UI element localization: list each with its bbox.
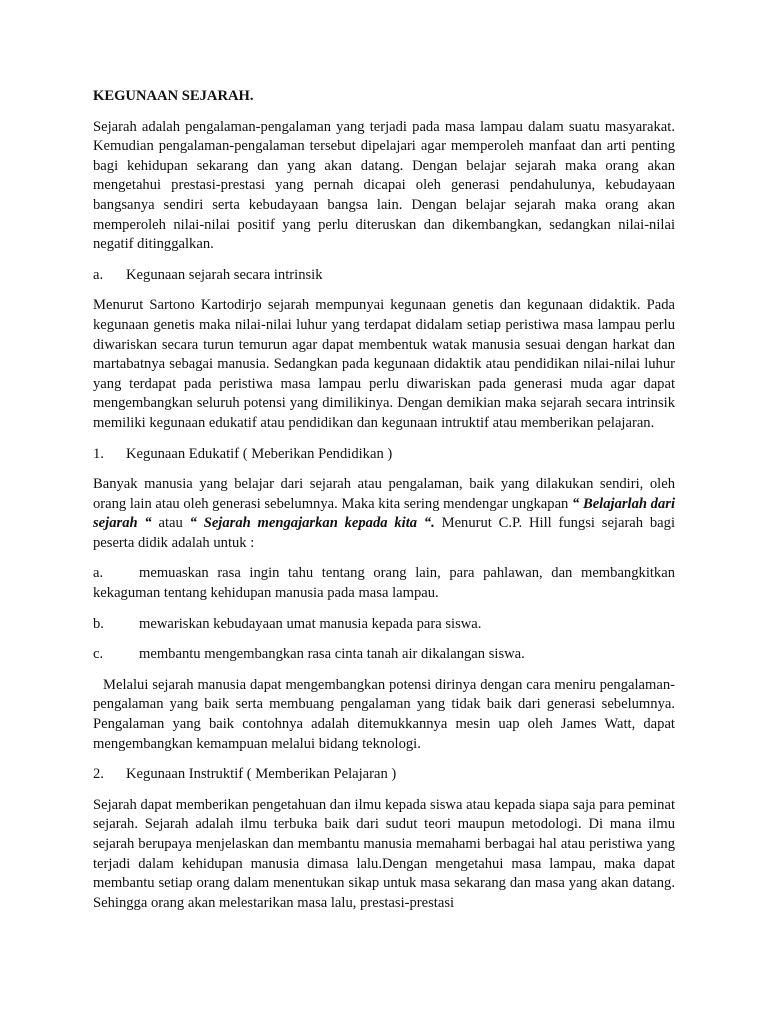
quote-belajarlah: “ Belajarlah dari sejarah “ bbox=[93, 495, 676, 532]
quote-mengajarkan: “ Sejarah mengajarkan kepada kita “. bbox=[189, 515, 435, 532]
educative-text-before: Banyak manusia yang belajar dari sejarah atau pengalaman, baik yang dilakukan sendiri, oleh orang lain atau oleh generasi sebelumnya. Maka kita sering mendengar ungkapan bbox=[93, 476, 675, 512]
section-2-heading bbox=[93, 765, 675, 785]
list-item-c bbox=[93, 645, 675, 665]
list-item-b bbox=[93, 615, 675, 635]
section-a-marker: a. bbox=[93, 266, 104, 283]
list-item-a-text: memuaskan rasa ingin tahu tentang orang lain, para pahlawan, dan membangkitkan kekaguman tentang kehidupan manusia pada masa lampau. bbox=[93, 565, 675, 602]
educative-text-after: Menurut C.P. Hill fungsi sejarah bagi peserta didik adalah untuk : bbox=[93, 515, 676, 551]
section-1-text: Kegunaan Edukatif ( Meberikan Pendidikan ) bbox=[126, 445, 393, 462]
educative-text-middle: atau bbox=[151, 515, 190, 532]
document-title: KEGUNAAN SEJARAH. bbox=[93, 88, 254, 104]
instructive-paragraph: Sejarah dapat memberikan pengetahuan dan ilmu kepada siswa atau kepada siapa saja para peminat sejarah. Sejarah adalah ilmu terbuka baik dari sudut teori maupun metodologi. Di mana ilmu sejarah berupaya menjelaskan dan membantu manusia memahami berbagai hal atau peristiwa yang terjadi dalam kehidupan manusia dimasa lalu.Dengan mengetahui masa lampau, maka dapat membantu setiap orang dalam menentukan sikap untuk masa sekarang dan masa yang akan datang. Sehingga orang akan melestarikan masa lalu, prestasi-prestasi bbox=[93, 796, 675, 911]
list-item-a bbox=[93, 564, 675, 603]
list-item-c-marker: c. bbox=[93, 646, 104, 663]
section-a-text: Kegunaan sejarah secara intrinsik bbox=[126, 266, 323, 283]
list-item-b-marker: b. bbox=[93, 615, 104, 632]
section-2-text: Kegunaan Instruktif ( Memberikan Pelajaran ) bbox=[126, 766, 397, 783]
section-2-marker: 2. bbox=[93, 766, 104, 783]
document-page bbox=[93, 87, 675, 924]
intrinsic-paragraph: Menurut Sartono Kartodirjo sejarah mempunyai kegunaan genetis dan kegunaan didaktik. Pada kegunaan genetis maka nilai-nilai luhur yang terdapat didalam setiap peristiwa masa lampau perlu diwariskan secara turun temurun agar dapat membentuk watak manusia sesuai dengan harkat dan martabatnya sebagai manusia. Sedangkan pada kegunaan didaktik atau pendidikan nilai-nilai luhur yang terdapat pada peristiwa masa lampau perlu diwariskan pada generasi muda agar dapat mengembangkan seluruh potensi yang dimilikinya. Dengan demikian maka sejarah secara intrinsik memiliki kegunaan edukatif atau pendidikan dan kegunaan intruktif atau memberikan pelajaran. bbox=[93, 297, 675, 431]
list-item-c-text: membantu mengembangkan rasa cinta tanah air dikalangan siswa. bbox=[139, 646, 525, 663]
educative-paragraph bbox=[93, 475, 675, 553]
section-1-marker: 1. bbox=[93, 445, 104, 462]
list-item-a-marker: a. bbox=[93, 565, 104, 582]
potential-paragraph: Melalui sejarah manusia dapat mengembangkan potensi dirinya dengan cara meniru pengalaman-pengalaman yang baik serta membuang pengalaman yang tidak baik dari generasi sebelumnya. Pengalaman yang baik contohnya adalah ditemukkannya mesin uap oleh James Watt, dapat mengembangkan kemampuan melalui bidang teknologi. bbox=[93, 676, 675, 752]
section-1-heading bbox=[93, 445, 675, 465]
section-a-heading bbox=[93, 266, 675, 286]
intro-paragraph: Sejarah adalah pengalaman-pengalaman yang terjadi pada masa lampau dalam suatu masyarakat. Kemudian pengalaman-pengalaman tersebut dipelajari agar memperoleh manfaat dan arti penting bagi kehidupan sekarang dan yang akan datang. Dengan belajar sejarah maka orang akan mengetahui prestasi-prestasi yang pernah dicapai oleh generasi pendahulunya, kebudayaan bangsanya sendiri serta kebudayaan bangsa lain. Dengan belajar sejarah maka orang akan memperoleh nilai-nilai positif yang perlu diteruskan dan dikembangkan, sedangkan nilai-nilai negatif ditinggalkan. bbox=[93, 118, 675, 253]
list-item-b-text: mewariskan kebudayaan umat manusia kepada para siswa. bbox=[139, 615, 482, 632]
